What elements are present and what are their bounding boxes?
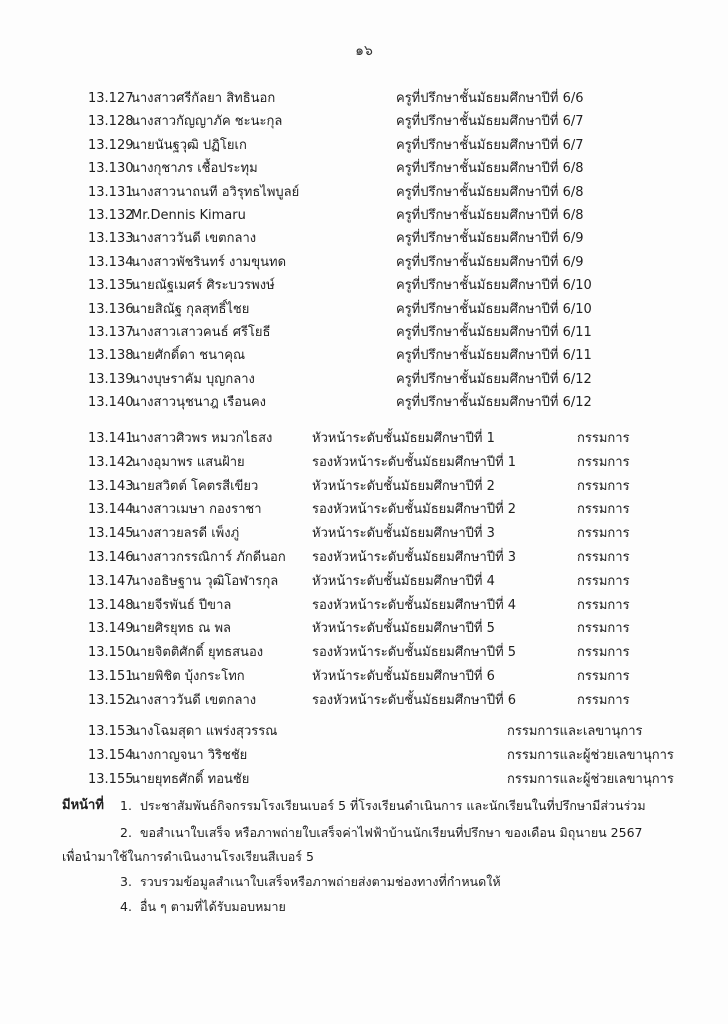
item-number: 13.153 [88,724,134,739]
person-name: นางสาวศิวพร หมวกไธสง [131,431,273,446]
committee-post: กรรมการและผู้ช่วยเลขานุการ [507,772,674,787]
table-row [0,665,728,689]
table-row [0,546,728,570]
person-role: ครูที่ปรึกษาชั้นมัธยมศึกษาปีที่ 6/6 [396,91,584,106]
item-number: 13.128 [88,114,134,130]
table-row [0,87,728,111]
person-name: นายสิณัฐ กุลสุทธิ์ไชย [131,301,250,317]
table-row [0,344,728,368]
item-number: 13.140 [88,395,134,411]
person-name: นางสาวกรรณิการ์ ภักดีนอก [131,550,286,565]
table-row [0,321,728,345]
item-number: 13.155 [88,772,134,787]
duty-item [120,870,501,894]
page-number: ๑๖ [355,43,373,59]
person-role: ครูที่ปรึกษาชั้นมัธยมศึกษาปีที่ 6/11 [396,348,592,364]
table-row [0,689,728,713]
item-number: 13.151 [88,669,134,684]
person-role: รองหัวหน้าระดับชั้นมัธยมศึกษาปีที่ 6 [312,692,517,708]
table-row [0,110,728,134]
person-role: ครูที่ปรึกษาชั้นมัธยมศึกษาปีที่ 6/9 [396,254,584,270]
duty-item [120,794,646,818]
person-role: หัวหน้าระดับชั้นมัธยมศึกษาปีที่ 6 [312,669,495,684]
table-row [0,720,728,744]
person-name: นางสาวเสาวคนธ์ ศรีโยธี [131,325,271,340]
duties-label: มีหน้าที่ [62,798,104,813]
person-name: นายจิตติศักดิ์ ยุทธสนอง [131,645,264,661]
table-row [0,570,728,594]
person-role: รองหัวหน้าระดับชั้นมัธยมศึกษาปีที่ 2 [312,502,517,518]
person-role: รองหัวหน้าระดับชั้นมัธยมศึกษาปีที่ 5 [312,645,517,661]
person-name: นางกุชาภร เชื้อประทุม [131,161,258,177]
table-row [0,251,728,275]
person-name: นางสาวศรีกัลยา สิทธินอก [131,91,276,106]
committee-post: กรรมการ [577,478,630,494]
table-row [0,134,728,158]
table-row [0,391,728,415]
person-name: นางสาวพัชรินทร์ งามขุนทด [131,254,287,270]
table-row [0,451,728,475]
person-role: หัวหน้าระดับชั้นมัธยมศึกษาปีที่ 1 [312,431,495,446]
item-number: 13.145 [88,526,134,542]
item-number: 13.143 [88,478,134,494]
item-number: 13.149 [88,621,134,637]
duty-number: 3. [120,874,132,889]
person-role: หัวหน้าระดับชั้นมัธยมศึกษาปีที่ 4 [312,573,495,589]
item-number: 13.130 [88,161,134,177]
item-number: 13.137 [88,325,134,340]
person-role: ครูที่ปรึกษาชั้นมัธยมศึกษาปีที่ 6/8 [396,161,584,177]
person-role: ครูที่ปรึกษาชั้นมัธยมศึกษาปีที่ 6/12 [396,395,592,411]
item-number: 13.148 [88,597,134,613]
person-name: นายศักดิ์ดา ชนาคุณ [131,348,246,364]
table-row [0,594,728,618]
committee-post: กรรมการ [577,645,630,661]
committee-post: กรรมการ [577,669,630,684]
duty-item [120,821,642,845]
table-row [0,298,728,322]
table-row [0,498,728,522]
table-row [0,227,728,251]
item-number: 13.129 [88,137,134,153]
committee-post: กรรมการ [577,502,630,518]
person-name: นายนันฐวุฒิ ปฏิโยเก [131,137,247,153]
duty-number: 2. [120,825,132,840]
person-name: นายยุทธศักดิ์ ทอนชัย [131,772,250,787]
person-role: ครูที่ปรึกษาชั้นมัธยมศึกษาปีที่ 6/11 [396,325,592,340]
person-role: ครูที่ปรึกษาชั้นมัธยมศึกษาปีที่ 6/8 [396,184,584,200]
person-name: นางสาวนาถนที อวิรุทธไพบูลย์ [131,184,300,200]
person-role: หัวหน้าระดับชั้นมัธยมศึกษาปีที่ 2 [312,478,495,494]
duty-number: 1. [120,798,132,813]
person-name: นายสวิตต์ โคตรสีเขียว [131,478,259,494]
person-name: Mr.Dennis Kimaru [131,208,246,223]
person-role: ครูที่ปรึกษาชั้นมัธยมศึกษาปีที่ 6/8 [396,208,584,223]
table-row [0,744,728,768]
table-row [0,181,728,205]
item-number: 13.146 [88,550,134,565]
duty-item [62,845,314,869]
duty-text: อื่น ๆ ตามที่ได้รับมอบหมาย [140,899,286,914]
committee-post: กรรมการ [577,597,630,613]
person-name: นางสาวเมษา กองราชา [131,502,262,518]
duty-text: รวบรวมข้อมูลสำเนาใบเสร็จหรือภาพถ่ายส่งตามช่องทางที่กำหนดให้ [140,874,501,889]
person-name: นายณัฐเมศร์ ศิระบวรพงษ์ [131,278,275,294]
person-role: ครูที่ปรึกษาชั้นมัธยมศึกษาปีที่ 6/10 [396,278,592,294]
person-name: นายจีรพันธ์ ปีขาล [131,597,232,613]
item-number: 13.150 [88,645,134,661]
person-name: นางอธิษฐาน วุฒิโอฬารกุล [131,573,279,589]
person-name: นางสาวกัญญาภัค ชะนะกุล [131,114,283,130]
item-number: 13.152 [88,692,134,708]
duty-number: 4. [120,899,132,914]
table-row [0,204,728,228]
person-name: นางสาวยลรดี เพ็งภู่ [131,526,240,542]
item-number: 13.147 [88,573,134,589]
person-role: ครูที่ปรึกษาชั้นมัธยมศึกษาปีที่ 6/9 [396,231,584,247]
item-number: 13.127 [88,91,134,106]
committee-post: กรรมการ [577,454,630,470]
item-number: 13.134 [88,254,134,270]
person-name: นางบุษราคัม บุญกลาง [131,371,255,387]
committee-post: กรรมการและเลขานุการ [507,724,643,739]
item-number: 13.133 [88,231,134,247]
item-number: 13.135 [88,278,134,294]
person-name: นายศิรยุทธ ณ พล [131,621,232,637]
item-number: 13.144 [88,502,134,518]
table-row [0,157,728,181]
committee-post: กรรมการและผู้ช่วยเลขานุการ [507,748,674,763]
person-name: นางสาววันดี เขตกลาง [131,692,257,708]
person-role: ครูที่ปรึกษาชั้นมัธยมศึกษาปีที่ 6/10 [396,301,592,317]
table-row [0,641,728,665]
item-number: 13.139 [88,371,134,387]
duty-text: เพื่อนำมาใช้ในการดำเนินงานโรงเรียนสีเบอร์ 5 [62,849,314,864]
person-name: นางกาญจนา วิริชชัย [131,748,248,763]
duty-text: ประชาสัมพันธ์กิจกรรมโรงเรียนเบอร์ 5 ที่โรงเรียนดำเนินการ และนักเรียนในที่ปรึกษามีส่วนร่วม [140,798,646,813]
item-number: 13.142 [88,454,134,470]
item-number: 13.138 [88,348,134,364]
item-number: 13.131 [88,184,134,200]
person-role: หัวหน้าระดับชั้นมัธยมศึกษาปีที่ 5 [312,621,495,637]
person-role: รองหัวหน้าระดับชั้นมัธยมศึกษาปีที่ 4 [312,597,517,613]
table-row [0,475,728,499]
table-row [0,617,728,641]
item-number: 13.141 [88,431,134,446]
table-row [0,768,728,792]
table-row [0,368,728,392]
person-name: นางสาววันดี เขตกลาง [131,231,257,247]
table-row [0,274,728,298]
committee-post: กรรมการ [577,573,630,589]
person-role: ครูที่ปรึกษาชั้นมัธยมศึกษาปีที่ 6/7 [396,137,584,153]
table-row [0,522,728,546]
person-role: ครูที่ปรึกษาชั้นมัธยมศึกษาปีที่ 6/7 [396,114,584,130]
duty-text: ขอสำเนาใบเสร็จ หรือภาพถ่ายใบเสร็จค่าไฟฟ้าบ้านนักเรียนที่ปรึกษา ของเดือน มิถุนายน 2567 [140,825,643,840]
table-row [0,427,728,451]
item-number: 13.132 [88,208,134,223]
person-role: รองหัวหน้าระดับชั้นมัธยมศึกษาปีที่ 1 [312,454,517,470]
person-name: นางสาวนุชนาฎ เรือนคง [131,395,266,411]
item-number: 13.154 [88,748,134,763]
committee-post: กรรมการ [577,526,630,542]
person-role: ครูที่ปรึกษาชั้นมัธยมศึกษาปีที่ 6/12 [396,371,592,387]
committee-post: กรรมการ [577,621,630,637]
person-name: นายพิชิต บุ้งกระโทก [131,669,245,684]
person-name: นางโฉมสุดา แพร่งสุวรรณ [131,724,278,739]
person-role: รองหัวหน้าระดับชั้นมัธยมศึกษาปีที่ 3 [312,550,517,565]
committee-post: กรรมการ [577,431,630,446]
committee-post: กรรมการ [577,692,630,708]
committee-post: กรรมการ [577,550,630,565]
duty-item [120,895,286,919]
person-role: หัวหน้าระดับชั้นมัธยมศึกษาปีที่ 3 [312,526,495,542]
person-name: นางอุมาพร แสนฝ้าย [131,454,245,470]
item-number: 13.136 [88,301,134,317]
